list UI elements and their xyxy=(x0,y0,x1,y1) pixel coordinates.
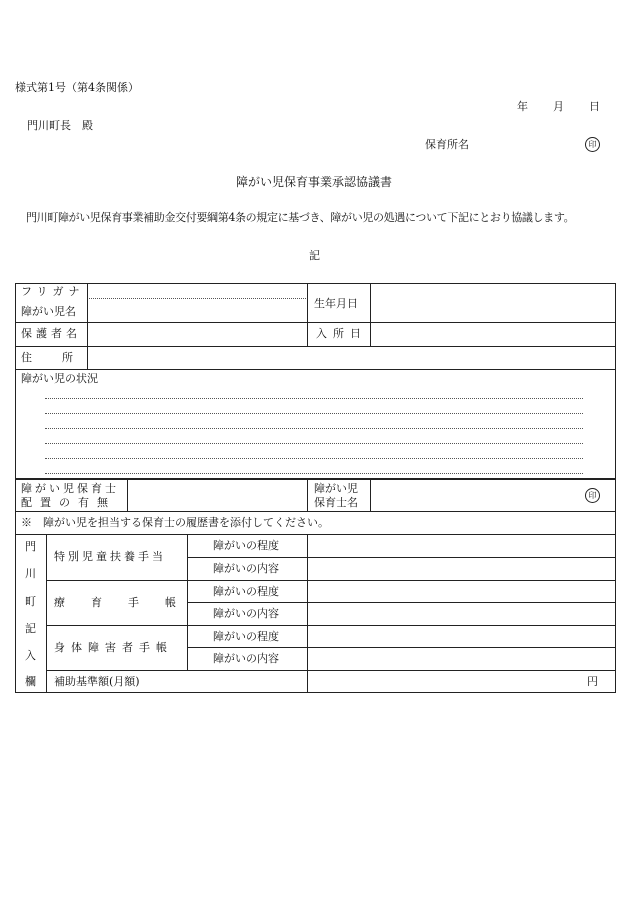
teacher-label-1: 障がい児 xyxy=(314,482,358,495)
date-year-label: 年 xyxy=(517,100,528,113)
guardian-label: 保護者名 xyxy=(21,327,81,340)
town-column-char: 町 xyxy=(25,595,36,608)
admission-label: 入所日 xyxy=(316,327,367,340)
degree-label: 障がいの程度 xyxy=(213,539,279,552)
date-month-label: 月 xyxy=(553,100,564,113)
status-label: 障がい児の状況 xyxy=(21,372,98,385)
address-label: 住所 xyxy=(21,351,103,364)
resume-note: ※ 障がい児を担当する保育士の履歴書を添付してください。 xyxy=(21,516,329,529)
child-name-label: 障がい児名 xyxy=(21,305,76,318)
document-title: 障がい児保育事業承認協議書 xyxy=(236,175,393,189)
content-label: 障がいの内容 xyxy=(213,607,279,620)
furigana-label: フリガナ xyxy=(21,285,85,298)
assigned-label-1: 障がい児保育士 xyxy=(21,482,119,495)
document-body: 門川町障がい児保育事業補助金交付要綱第4条の規定に基づき、障がい児の処遇について下記にとおり協議します。 xyxy=(26,211,575,224)
degree-label: 障がいの程度 xyxy=(213,585,279,598)
ki-label: 記 xyxy=(309,249,320,262)
yen-unit: 円 xyxy=(587,675,598,688)
town-column-char: 門 xyxy=(25,540,36,553)
date-day-label: 日 xyxy=(589,100,600,113)
assigned-label-2: 配置の有無 xyxy=(21,496,116,509)
allowance-label: 特別児童扶養手当 xyxy=(54,550,166,563)
shintai-label: 身体障害者手帳 xyxy=(54,641,173,654)
birthdate-label: 生年月日 xyxy=(314,297,358,310)
addressee: 門川町長 殿 xyxy=(27,119,93,132)
town-column-char: 川 xyxy=(25,567,36,580)
teacher-seal-mark: 印 xyxy=(585,488,600,503)
nursery-name-label: 保育所名 xyxy=(425,138,469,151)
degree-label: 障がいの程度 xyxy=(213,630,279,643)
town-column-char: 記 xyxy=(25,622,36,635)
subsidy-label: 補助基準額(月額) xyxy=(54,675,140,688)
teacher-label-2: 保育士名 xyxy=(314,496,358,509)
content-label: 障がいの内容 xyxy=(213,652,279,665)
seal-mark: 印 xyxy=(585,137,600,152)
content-label: 障がいの内容 xyxy=(213,562,279,575)
town-column-char: 入 xyxy=(25,649,36,662)
ryoiku-label: 療育手帳 xyxy=(54,596,202,609)
town-column-char: 欄 xyxy=(25,675,36,688)
form-number: 様式第1号（第4条関係） xyxy=(15,81,139,94)
